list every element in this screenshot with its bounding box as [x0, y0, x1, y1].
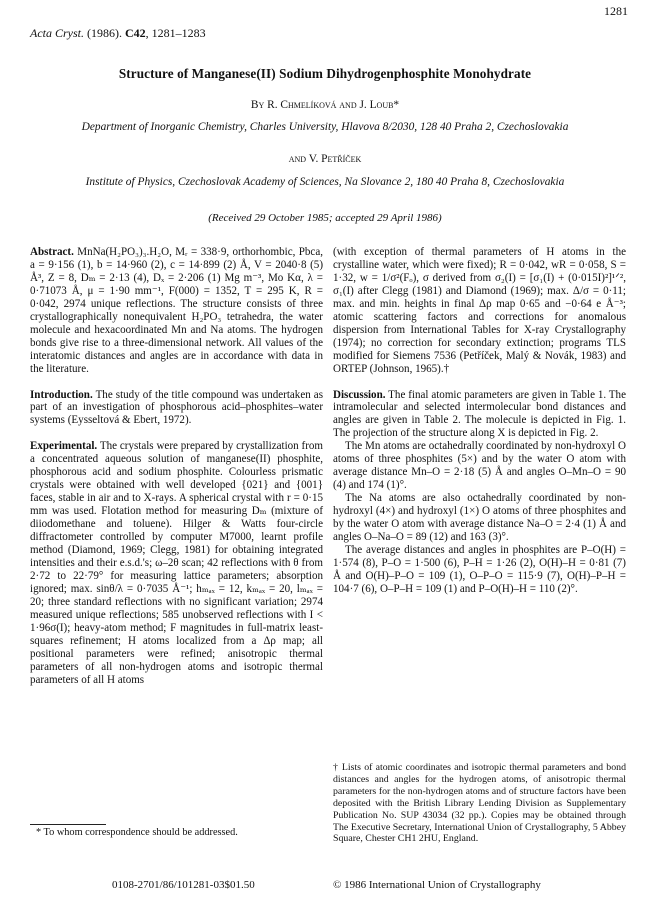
- journal-name: Acta Cryst.: [30, 26, 84, 40]
- experimental-text: The crystals were prepared by crystallization from a concentrated aqueous solution of manganese(II) phosphite, phosphorous acid and sodium phosphite. Colourless prismatic crystals were obtained with well developed {021} and {001} faces, stable in air and to X-rays. A spherical crystal with r = 0·15 mm was used. Flotation method for measuring Dₘ (mixture of diiodomethane and toluene). Hilger & Watts four-circle diffractometer controlled by computer M7000, learnt profile method (Diamond, 1969; Clegg, 1981) for obtaining integrated intensities and their e.s.d.'s; ω–2θ scan; 42 reflections with θ from 2·72 to 22·79° for measuring lattice parameters; absorption ignored; max. sinθ/λ = 0·7035 Å⁻¹; hₘₐₓ = 12, kₘₐₓ = 20, lₘₐₓ = 20; three standard reflections with no significant variation; 2974 measured unique reflections; 585 unobserved reflections with I < 1·96σ(I); heavy-atom method; F magnitudes in full-matrix least-squares refinement; H atoms localized from a Δρ map; all positional parameters were refined; anisotropic thermal parameters of all non-hydrogen atoms and isotropic thermal parameters of all H atoms: [30, 440, 323, 686]
- journal-volume: C42: [125, 26, 146, 40]
- na-coordination-paragraph: The Na atoms are also octahedrally coordinated by non-hydroxyl (4×) and hydroxyl (1×) O atoms of three phosphites and by the water O atom with average distance Na–O = 2·4 (1) Å and angles O–Na–O = 89 (12) and 163 (3)°.: [333, 492, 626, 544]
- discussion-text: The final atomic parameters are given in Table 1. The intramolecular and selected intermolecular bond distances and angles are given in Table 2. The molecule is depicted in Fig. 1. The projection of the structure along X is depicted in Fig. 2.: [333, 388, 626, 440]
- authors-line-1: By R. Chmelíková and J. Loub*: [250, 99, 400, 111]
- experimental-heading: Experimental.: [30, 440, 98, 453]
- experimental-paragraph: [30, 440, 323, 686]
- supplementary-footnote: † Lists of atomic coordinates and isotropic thermal parameters and bond distances and angles for the hydrogen atoms, of anisotropic thermal parameters for the non-hydrogen atoms and of structure factors have been deposited with the British Library Lending Division as Supplementary Publication No. SUP 43034 (32 pp.). Copies may be obtained through The Executive Secretary, International Union of Crystallography, 5 Abbey Square, Chester CH1 2HU, England.: [333, 762, 626, 845]
- received-dates: (Received 29 October 1985; accepted 29 April 1986): [208, 212, 442, 224]
- discussion-paragraph: [333, 389, 626, 441]
- discussion-heading: Discussion.: [333, 388, 386, 401]
- page-number: 1281: [604, 4, 628, 18]
- journal-pages: 1281–1283: [151, 26, 206, 40]
- abstract-paragraph: [30, 246, 323, 376]
- phosphite-geometry-paragraph: The average distances and angles in phosphites are P–O(H) = 1·574 (8), P–O = 1·500 (6), P–H = 1·26 (2), O(H)–H = 0·81 (7) Å and O(H)–P–O = 109 (1), O–P–O = 115·9 (7), O(H)–P–H = 104·7 (6), O–P–H = 109 (1) and P–O(H)–H = 110 (2)°.: [333, 543, 626, 595]
- journal-year: (1986).: [87, 26, 122, 40]
- introduction-heading: Introduction.: [30, 388, 93, 401]
- article-title: Structure of Manganese(II) Sodium Dihydrogenphosphite Monohydrate: [118, 66, 532, 81]
- footnote-rule: [30, 824, 106, 825]
- left-column: [30, 246, 323, 687]
- abstract-text: MnNa(H₂PO₃)₃.H₂O, Mᵣ = 338·9, orthorhombic, Pbca, a = 9·156 (1), b = 14·960 (2), c = 14·899 (2) Å, V = 2040·8 (5) Å³, Z = 8, Dₘ = 2·13 (4), Dₓ = 2·206 (1) Mg m⁻³, Mo Kα, λ = 0·71073 Å, μ = 1·90 mm⁻¹, F(000) = 1352, T = 295 K, R = 0·042, 2974 unique reflections. The structure consists of three crystallographically nonequivalent H₂PO₃ tetrahedra, the water molecule and hexacoordinated Mn and Na atoms. The hydrogen bonds give rise to a three-dimensional network. All values of the interatomic distances and angles are in accordance with data in the literature.: [30, 246, 323, 375]
- affiliation-2: Institute of Physics, Czechoslovak Academy of Sciences, Na Slovance 2, 180 40 Praha 8, Czechoslovakia: [85, 176, 565, 188]
- mn-coordination-paragraph: The Mn atoms are octahedrally coordinated by non-hydroxyl O atoms of three phosphites (5×) and by the water O atom with average distance Mn–O = 2·18 (5) Å and angles O–Mn–O = 90 (4) and 174 (1)°.: [333, 440, 626, 492]
- abstract-heading: Abstract.: [30, 246, 74, 258]
- authors-line-2: and V. Petříček: [288, 153, 362, 165]
- introduction-text: The study of the title compound was undertaken as part of an investigation of phosphorous acid–phosphites–water systems (Eysseltová & Ebert, 1972).: [30, 388, 323, 427]
- affiliation-1: Department of Inorganic Chemistry, Charles University, Hlavova 8/2030, 128 40 Praha 2, Czechoslovakia: [81, 121, 569, 133]
- correspondence-footnote: * To whom correspondence should be addressed.: [36, 827, 238, 838]
- right-column: [333, 246, 626, 596]
- copyright-notice: © 1986 International Union of Crystallography: [333, 879, 541, 891]
- experimental-continued-paragraph: (with exception of thermal parameters of H atoms in the crystalline water, which were fixed); R = 0·042, wR = 0·058, S = 1·32, w = 1/σ²(Fₒ), σ derived from σ₂(I) = [σ₁(I) + (0·015I)²]¹ᐟ², σ₁(I) after Clegg (1981) and Diamond (1969); max. Δ/σ = 0·11; max. and min. heights in final Δρ map 0·65 and −0·64 e Å⁻³; atomic scattering factors and corrections for anomalous dispersion from International Tables for X-ray Crystallography (1974); no correction for secondary extinction; programs TLS modified for Siemens 7536 (Petříček, Malý & Novák, 1983) and ORTEP (Johnson, 1965).†: [333, 246, 626, 375]
- journal-citation: Acta Cryst. (1986). C42, 1281–1283: [30, 26, 206, 40]
- issn-code: 0108-2701/86/101281-03$01.50: [112, 879, 255, 891]
- introduction-paragraph: [30, 389, 323, 428]
